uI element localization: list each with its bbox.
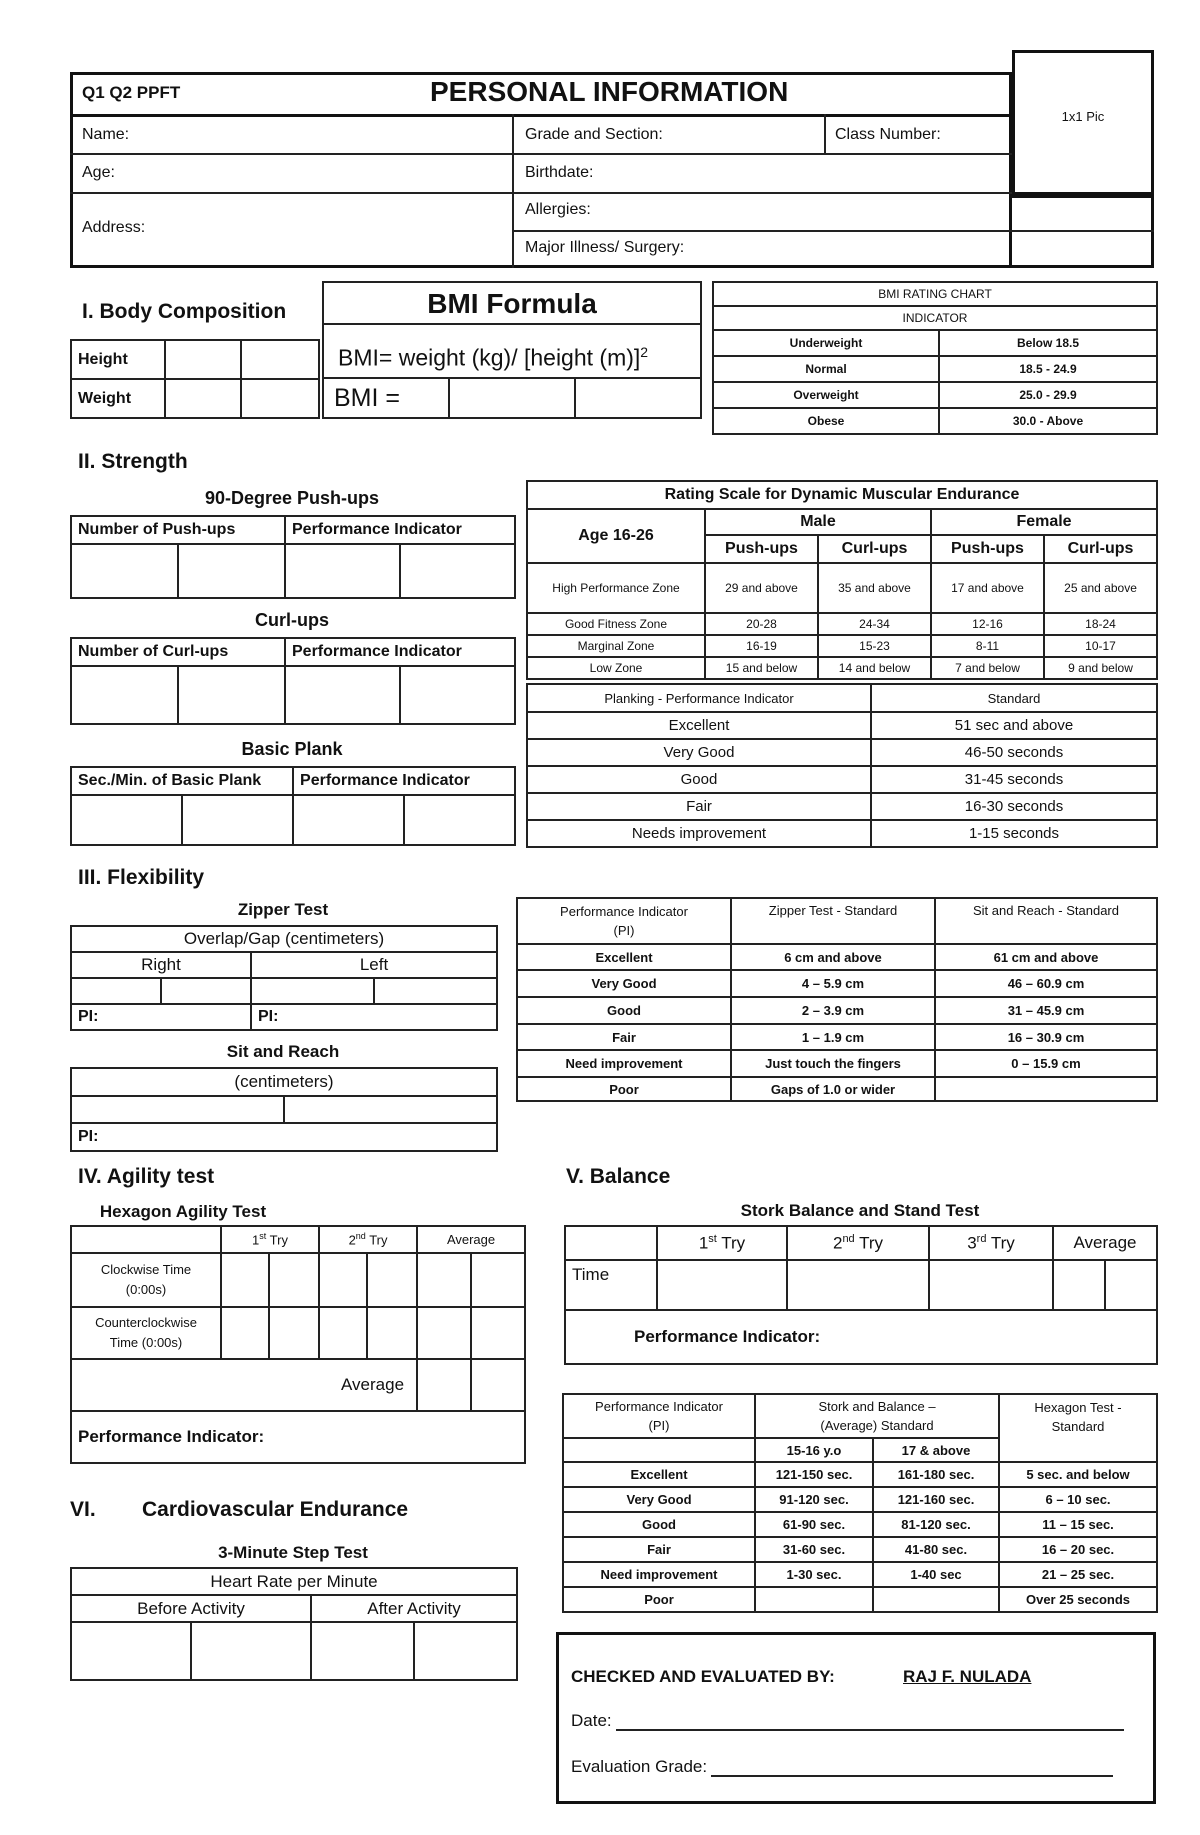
- stork-time-label: Time: [565, 1260, 657, 1310]
- bal-std-cell: 81-120 sec.: [873, 1512, 999, 1537]
- hexagon-try2-sup: nd: [355, 1231, 366, 1242]
- class-number-field[interactable]: Class Number:: [835, 126, 941, 143]
- dme-zone: Low Zone: [527, 657, 705, 679]
- bal-std-indicator: Good: [563, 1512, 755, 1537]
- planking-table: [526, 683, 1158, 848]
- stork-try3: [929, 1226, 1053, 1260]
- section-cardio: Cardiovascular Endurance: [142, 1498, 409, 1521]
- dme-cell: 8-11: [931, 635, 1044, 657]
- table-row: [527, 766, 1157, 793]
- stork-input[interactable]: [657, 1260, 787, 1310]
- table-row: [563, 1512, 1157, 1537]
- bal-std-cell: 161-180 sec.: [873, 1462, 999, 1487]
- stork-try2-word: Try: [854, 1233, 884, 1253]
- after-activity-input[interactable]: [414, 1622, 517, 1680]
- bal-std-blank: [563, 1438, 755, 1462]
- hexagon-try2-word: Try: [365, 1232, 388, 1248]
- bal-std-cell: 121-150 sec.: [755, 1462, 873, 1487]
- bmi-category: Overweight: [713, 382, 939, 408]
- clockwise-line1: Clockwise Time: [100, 1262, 192, 1277]
- dme-cell: 7 and below: [931, 657, 1044, 679]
- bal-std-cell: 21 – 25 sec.: [999, 1562, 1157, 1587]
- pushups-col1: Number of Push-ups: [71, 516, 285, 544]
- stork-try2-sup: nd: [842, 1232, 855, 1245]
- bal-std-indicator: Poor: [563, 1587, 755, 1612]
- curlups-table: [70, 637, 516, 725]
- curlups-col1: Number of Curl-ups: [71, 638, 285, 666]
- dme-cell: 10-17: [1044, 635, 1157, 657]
- plank-input[interactable]: [71, 795, 182, 845]
- dme-zone: Good Fitness Zone: [527, 613, 705, 635]
- bal-std-col2-line2: (Average) Standard: [820, 1418, 934, 1433]
- section-strength: II. Strength: [78, 450, 188, 473]
- hexagon-input[interactable]: [221, 1253, 269, 1307]
- hexagon-input[interactable]: [367, 1253, 417, 1307]
- dme-cell: 35 and above: [818, 563, 931, 613]
- bmi-formula: [324, 325, 700, 379]
- bmi-range: 25.0 - 29.9: [939, 382, 1157, 408]
- flex-std-zipper: Gaps of 1.0 or wider: [731, 1077, 935, 1101]
- bal-std-indicator: Excellent: [563, 1462, 755, 1487]
- stork-input[interactable]: [929, 1260, 1053, 1310]
- zipper-right-input[interactable]: [161, 978, 251, 1004]
- plank-col2: Performance Indicator: [293, 767, 515, 795]
- bal-std-col2-line1: Stork and Balance –: [818, 1399, 936, 1414]
- weight-input[interactable]: [165, 379, 241, 418]
- dme-curlups: Curl-ups: [818, 535, 931, 563]
- divider: [70, 153, 1012, 155]
- table-row: [713, 382, 1157, 408]
- hexagon-avg-input[interactable]: [471, 1359, 525, 1411]
- flex-std-col2: Zipper Test - Standard: [731, 898, 935, 944]
- bmi-category: Normal: [713, 356, 939, 382]
- bal-std-cell: 11 – 15 sec.: [999, 1512, 1157, 1537]
- bmi-chart-indicator: INDICATOR: [713, 306, 1157, 330]
- curlups-title: Curl-ups: [255, 610, 329, 630]
- planking-standard: 16-30 seconds: [871, 793, 1157, 820]
- table-row: [517, 970, 1157, 997]
- dme-curlups: Curl-ups: [1044, 535, 1157, 563]
- dme-age: Age 16-26: [527, 509, 705, 563]
- section-cardio-num: VI.: [70, 1498, 96, 1521]
- dme-cell: 20-28: [705, 613, 818, 635]
- stork-try3-word: Try: [986, 1233, 1015, 1253]
- table-row: [527, 793, 1157, 820]
- illness-field[interactable]: Major Illness/ Surgery:: [525, 239, 685, 256]
- weight-label: Weight: [71, 379, 165, 418]
- bmi-range: Below 18.5: [939, 330, 1157, 356]
- zipper-right: Right: [71, 952, 251, 978]
- curlups-input[interactable]: [178, 666, 285, 724]
- table-row: [527, 739, 1157, 766]
- heart-rate-header: Heart Rate per Minute: [71, 1568, 517, 1595]
- grade-input[interactable]: [711, 1757, 1113, 1777]
- stork-avg-input[interactable]: [1053, 1260, 1105, 1310]
- bmi-exponent: 2: [640, 344, 649, 360]
- flex-std-col1-line1: Performance Indicator: [560, 904, 688, 919]
- zipper-table: [70, 925, 498, 1031]
- curlups-pi-input[interactable]: [400, 666, 515, 724]
- flex-std-sit: 61 cm and above: [935, 944, 1157, 970]
- bal-std-col1: [563, 1394, 755, 1438]
- date-label: Date:: [571, 1711, 612, 1730]
- flex-std-zipper: 4 – 5.9 cm: [731, 970, 935, 997]
- hexagon-try1: [221, 1226, 319, 1253]
- step-test-table: [70, 1567, 518, 1681]
- zipper-left: Left: [251, 952, 497, 978]
- bmi-rating-chart: [712, 281, 1158, 435]
- flex-std-sit: 16 – 30.9 cm: [935, 1024, 1157, 1050]
- flex-std-indicator: Poor: [517, 1077, 731, 1101]
- sit-reach-table: [70, 1067, 498, 1152]
- counterclockwise-label: [71, 1307, 221, 1359]
- zipper-left-input[interactable]: [374, 978, 497, 1004]
- table-row: [713, 356, 1157, 382]
- flex-std-zipper: 2 – 3.9 cm: [731, 997, 935, 1024]
- plank-title: Basic Plank: [241, 739, 343, 759]
- hexagon-input[interactable]: [471, 1307, 525, 1359]
- address-field[interactable]: Address:: [82, 219, 146, 236]
- hexagon-input[interactable]: [319, 1307, 367, 1359]
- allergies-field[interactable]: Allergies:: [525, 201, 591, 218]
- hexagon-input[interactable]: [471, 1253, 525, 1307]
- bmi-category: Obese: [713, 408, 939, 434]
- bmi-range: 18.5 - 24.9: [939, 356, 1157, 382]
- table-row: [563, 1587, 1157, 1612]
- hexagon-input[interactable]: [221, 1307, 269, 1359]
- dme-cell: 12-16: [931, 613, 1044, 635]
- bal-std-cell: 1-30 sec.: [755, 1562, 873, 1587]
- name-field[interactable]: Name:: [82, 126, 130, 143]
- dme-rating-table: [526, 480, 1158, 680]
- stork-avg-input[interactable]: [1105, 1260, 1157, 1310]
- hexagon-input[interactable]: [269, 1253, 319, 1307]
- stork-try3-sup: rd: [976, 1232, 987, 1245]
- stork-corner: [565, 1226, 657, 1260]
- stork-try2: [787, 1226, 929, 1260]
- sit-reach-input[interactable]: [71, 1096, 284, 1123]
- bal-std-indicator: Need improvement: [563, 1562, 755, 1587]
- bmi-result-input[interactable]: [450, 379, 576, 417]
- after-activity-header: After Activity: [311, 1595, 517, 1622]
- bal-std-age2: 17 & above: [873, 1438, 999, 1462]
- sit-reach-input[interactable]: [284, 1096, 497, 1123]
- hexagon-input[interactable]: [367, 1307, 417, 1359]
- sit-reach-cm: (centimeters): [71, 1068, 497, 1096]
- bal-std-cell: [873, 1587, 999, 1612]
- zipper-pi-left[interactable]: PI:: [251, 1004, 497, 1030]
- planking-col2: Standard: [871, 684, 1157, 712]
- section-body-composition: I. Body Composition: [82, 300, 287, 323]
- bmi-eq-label: BMI =: [324, 379, 450, 417]
- pushups-pi-input[interactable]: [400, 544, 515, 598]
- pushups-title: 90-Degree Push-ups: [204, 488, 380, 508]
- table-row: [527, 820, 1157, 847]
- hexagon-avg-label: Average: [71, 1359, 417, 1411]
- bal-std-cell: 5 sec. and below: [999, 1462, 1157, 1487]
- flex-std-sit: 0 – 15.9 cm: [935, 1050, 1157, 1077]
- bal-std-cell: 41-80 sec.: [873, 1537, 999, 1562]
- stork-input[interactable]: [787, 1260, 929, 1310]
- bal-std-col3-line1: Hexagon Test -: [1034, 1400, 1122, 1415]
- table-row: [517, 944, 1157, 970]
- table-row: [527, 712, 1157, 739]
- section-agility: IV. Agility test: [78, 1165, 215, 1188]
- hexagon-try2-num: 2: [348, 1232, 356, 1248]
- planking-standard: 46-50 seconds: [871, 739, 1157, 766]
- plank-col1: Sec./Min. of Basic Plank: [71, 767, 293, 795]
- hexagon-input[interactable]: [269, 1307, 319, 1359]
- zipper-title: Zipper Test: [237, 900, 329, 919]
- flex-std-col1-line2: (PI): [613, 923, 635, 938]
- planking-indicator: Very Good: [527, 739, 871, 766]
- step-test-title: 3-Minute Step Test: [218, 1543, 368, 1562]
- bal-std-cell: [755, 1587, 873, 1612]
- sit-reach-pi[interactable]: PI:: [71, 1123, 497, 1151]
- hexagon-pi[interactable]: Performance Indicator:: [71, 1411, 525, 1463]
- bal-std-cell: 91-120 sec.: [755, 1487, 873, 1512]
- bal-std-cell: 16 – 20 sec.: [999, 1537, 1157, 1562]
- divider: [512, 114, 514, 268]
- form-code: Q1 Q2 PPFT: [82, 83, 181, 102]
- dme-zone: High Performance Zone: [527, 563, 705, 613]
- bmi-formula-title: BMI Formula: [324, 283, 700, 325]
- evaluation-box: [556, 1632, 1156, 1804]
- plank-pi-input[interactable]: [293, 795, 404, 845]
- balance-standards-table: [562, 1393, 1158, 1613]
- grade-row: [571, 1757, 1113, 1777]
- stork-title: Stork Balance and Stand Test: [740, 1201, 980, 1220]
- counterclockwise-line2: Time (0:00s): [109, 1335, 183, 1350]
- planking-standard: 31-45 seconds: [871, 766, 1157, 793]
- flex-std-zipper: 6 cm and above: [731, 944, 935, 970]
- table-row: [713, 408, 1157, 434]
- table-row: [517, 1077, 1157, 1101]
- bal-std-age1: 15-16 y.o: [755, 1438, 873, 1462]
- bal-std-col1-line1: Performance Indicator: [595, 1399, 723, 1414]
- hexagon-title: Hexagon Agility Test: [99, 1202, 267, 1221]
- pushups-table: [70, 515, 516, 599]
- weight-input-2[interactable]: [241, 379, 319, 418]
- bal-std-cell: 31-60 sec.: [755, 1537, 873, 1562]
- table-row: [527, 657, 1157, 679]
- evaluator-name: RAJ F. NULADA: [903, 1667, 1032, 1686]
- curlups-pi-input[interactable]: [285, 666, 400, 724]
- flex-std-indicator: Excellent: [517, 944, 731, 970]
- hexagon-avg-input[interactable]: [417, 1359, 471, 1411]
- bmi-result-row: [324, 379, 700, 417]
- flex-std-indicator: Very Good: [517, 970, 731, 997]
- stork-try1-num: 1: [698, 1233, 709, 1253]
- section-flexibility: III. Flexibility: [78, 866, 205, 889]
- pushups-input[interactable]: [71, 544, 178, 598]
- bmi-formula-box: [322, 281, 702, 419]
- divider: [824, 114, 826, 153]
- bal-std-col3: [999, 1394, 1157, 1462]
- planking-indicator: Fair: [527, 793, 871, 820]
- zipper-left-input[interactable]: [251, 978, 374, 1004]
- curlups-col2: Performance Indicator: [285, 638, 515, 666]
- plank-input[interactable]: [182, 795, 293, 845]
- page-title: PERSONAL INFORMATION: [430, 76, 789, 107]
- flexibility-standards-table: [516, 897, 1158, 1102]
- pushups-input[interactable]: [178, 544, 285, 598]
- bal-std-indicator: Very Good: [563, 1487, 755, 1512]
- zipper-pi-right[interactable]: PI:: [71, 1004, 251, 1030]
- dme-cell: 16-19: [705, 635, 818, 657]
- hexagon-try1-num: 1: [252, 1232, 260, 1248]
- planking-col1: Planking - Performance Indicator: [527, 684, 871, 712]
- plank-pi-input[interactable]: [404, 795, 515, 845]
- before-activity-header: Before Activity: [71, 1595, 311, 1622]
- hexagon-try1-word: Try: [266, 1232, 288, 1248]
- before-activity-input[interactable]: [191, 1622, 311, 1680]
- dme-cell: 17 and above: [931, 563, 1044, 613]
- counterclockwise-line1: Counterclockwise: [95, 1315, 197, 1330]
- table-row: [517, 997, 1157, 1024]
- table-row: [563, 1462, 1157, 1487]
- dme-cell: 18-24: [1044, 613, 1157, 635]
- grade-section-field[interactable]: Grade and Section:: [525, 126, 663, 143]
- date-input[interactable]: [616, 1711, 1124, 1731]
- bal-std-cell: 121-160 sec.: [873, 1487, 999, 1512]
- dme-male: Male: [705, 509, 931, 535]
- dme-cell: 25 and above: [1044, 563, 1157, 613]
- grade-label: Evaluation Grade:: [571, 1757, 708, 1776]
- flex-std-indicator: Good: [517, 997, 731, 1024]
- curlups-input[interactable]: [71, 666, 178, 724]
- pushups-col2: Performance Indicator: [285, 516, 515, 544]
- table-row: [527, 613, 1157, 635]
- dme-title: Rating Scale for Dynamic Muscular Endurance: [527, 481, 1157, 509]
- dme-cell: 9 and below: [1044, 657, 1157, 679]
- dme-cell: 15-23: [818, 635, 931, 657]
- flex-std-sit: 31 – 45.9 cm: [935, 997, 1157, 1024]
- stork-average: Average: [1053, 1226, 1157, 1260]
- age-field[interactable]: Age:: [82, 164, 115, 181]
- height-weight-table: [70, 339, 320, 419]
- stork-try1-word: Try: [716, 1233, 746, 1253]
- dme-cell: 24-34: [818, 613, 931, 635]
- pushups-pi-input[interactable]: [285, 544, 400, 598]
- hexagon-try1-sup: st: [259, 1231, 267, 1242]
- bal-std-cell: 1-40 sec: [873, 1562, 999, 1587]
- date-row: [571, 1711, 1124, 1731]
- divider: [512, 230, 1154, 232]
- table-row: [563, 1487, 1157, 1512]
- height-input[interactable]: [165, 340, 241, 379]
- planking-indicator: Excellent: [527, 712, 871, 739]
- stork-table: [564, 1225, 1158, 1365]
- birthdate-field[interactable]: Birthdate:: [525, 164, 594, 181]
- stork-pi[interactable]: Performance Indicator:: [565, 1310, 1157, 1364]
- after-activity-input[interactable]: [311, 1622, 414, 1680]
- bal-std-col3-line2: Standard: [1051, 1419, 1105, 1434]
- table-row: [517, 1050, 1157, 1077]
- flex-std-sit: [935, 1077, 1157, 1101]
- photo-box[interactable]: 1x1 Pic: [1012, 50, 1154, 195]
- stork-try1: [657, 1226, 787, 1260]
- hexagon-table: [70, 1225, 526, 1464]
- dme-cell: 29 and above: [705, 563, 818, 613]
- bmi-range: 30.0 - Above: [939, 408, 1157, 434]
- table-row: [527, 563, 1157, 613]
- table-row: [517, 1024, 1157, 1050]
- hexagon-average: Average: [417, 1226, 525, 1253]
- flex-std-sit: 46 – 60.9 cm: [935, 970, 1157, 997]
- zipper-right-input[interactable]: [71, 978, 161, 1004]
- sit-reach-title: Sit and Reach: [226, 1042, 340, 1061]
- stork-try2-num: 2: [832, 1233, 843, 1253]
- dme-pushups: Push-ups: [931, 535, 1044, 563]
- hexagon-input[interactable]: [417, 1253, 471, 1307]
- table-row: [527, 635, 1157, 657]
- clockwise-line2: (0:00s): [125, 1282, 167, 1297]
- bal-std-indicator: Fair: [563, 1537, 755, 1562]
- plank-table: [70, 766, 516, 846]
- dme-cell: 14 and below: [818, 657, 931, 679]
- stork-try1-sup: st: [708, 1232, 717, 1245]
- dme-pushups: Push-ups: [705, 535, 818, 563]
- flex-std-indicator: Need improvement: [517, 1050, 731, 1077]
- table-row: [563, 1537, 1157, 1562]
- checked-by-label: CHECKED AND EVALUATED BY:: [571, 1667, 835, 1686]
- section-balance: V. Balance: [566, 1165, 671, 1188]
- hexagon-try2: [319, 1226, 417, 1253]
- bal-std-col2: [755, 1394, 999, 1438]
- planking-standard: 51 sec and above: [871, 712, 1157, 739]
- bmi-result-input-2[interactable]: [576, 379, 700, 417]
- bal-std-cell: Over 25 seconds: [999, 1587, 1157, 1612]
- hexagon-input[interactable]: [417, 1307, 471, 1359]
- divider: [70, 192, 1012, 194]
- bal-std-cell: 6 – 10 sec.: [999, 1487, 1157, 1512]
- bmi-chart-title: BMI RATING CHART: [713, 282, 1157, 306]
- height-label: Height: [71, 340, 165, 379]
- zipper-overlap: Overlap/Gap (centimeters): [71, 926, 497, 952]
- bal-std-col1-line2: (PI): [648, 1418, 670, 1433]
- table-row: [713, 330, 1157, 356]
- flex-std-col1: [517, 898, 731, 944]
- before-activity-input[interactable]: [71, 1622, 191, 1680]
- planking-standard: 1-15 seconds: [871, 820, 1157, 847]
- planking-indicator: Needs improvement: [527, 820, 871, 847]
- dme-female: Female: [931, 509, 1157, 535]
- stork-try3-num: 3: [967, 1233, 977, 1253]
- dme-zone: Marginal Zone: [527, 635, 705, 657]
- flex-std-indicator: Fair: [517, 1024, 731, 1050]
- bmi-formula-text: BMI= weight (kg)/ [height (m)]: [338, 344, 641, 371]
- hexagon-corner: [71, 1226, 221, 1253]
- flex-std-zipper: Just touch the fingers: [731, 1050, 935, 1077]
- flex-std-col3: Sit and Reach - Standard: [935, 898, 1157, 944]
- planking-indicator: Good: [527, 766, 871, 793]
- clockwise-label: [71, 1253, 221, 1307]
- table-row: [563, 1562, 1157, 1587]
- hexagon-input[interactable]: [319, 1253, 367, 1307]
- divider: [70, 114, 1012, 117]
- bmi-category: Underweight: [713, 330, 939, 356]
- dme-cell: 15 and below: [705, 657, 818, 679]
- bal-std-cell: 61-90 sec.: [755, 1512, 873, 1537]
- flex-std-zipper: 1 – 1.9 cm: [731, 1024, 935, 1050]
- height-input-2[interactable]: [241, 340, 319, 379]
